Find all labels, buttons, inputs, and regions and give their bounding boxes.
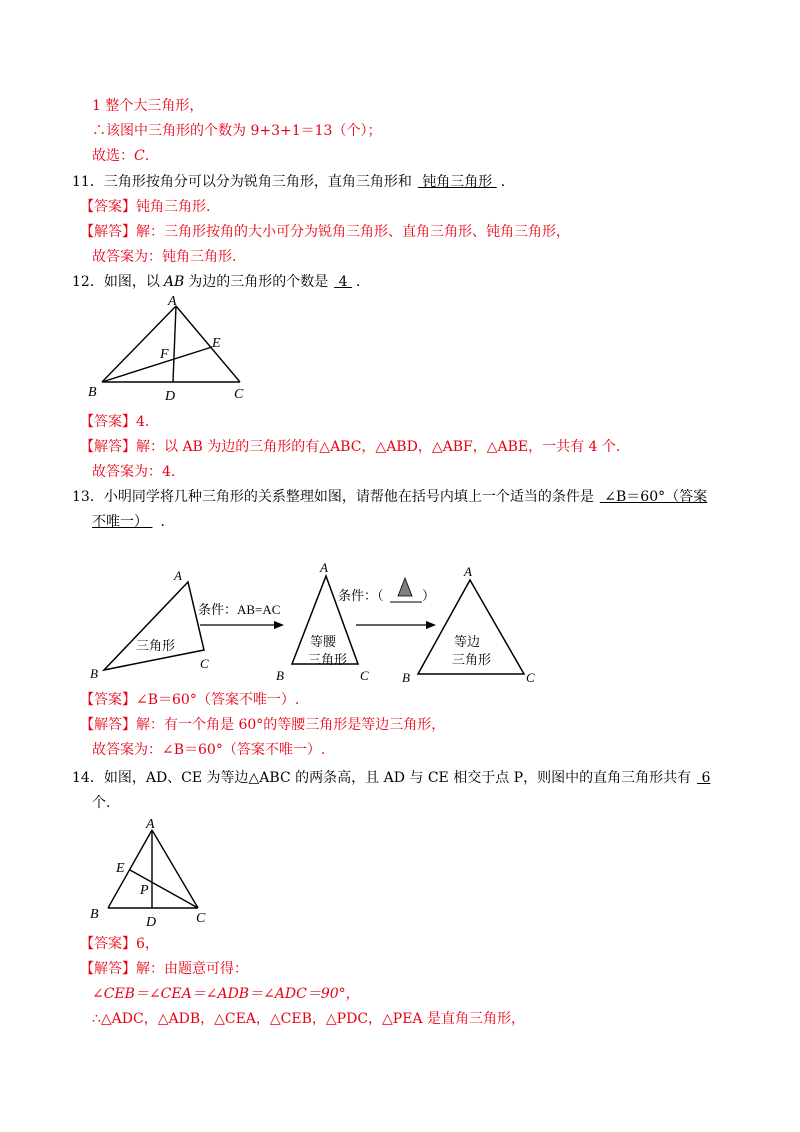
t3-label-2: 三角形 (452, 652, 492, 667)
segment-ab: AB (163, 274, 185, 290)
q12-solution (80, 437, 620, 457)
question-number: 14． (72, 770, 104, 786)
solution-tag: 【解答】 (80, 717, 136, 733)
answer-blank-2: 不唯一） (92, 514, 153, 530)
q12-answer (80, 412, 149, 432)
t1-label-b: B (90, 666, 98, 681)
t2-label-2: 三角形 (308, 652, 348, 667)
question-11 (72, 172, 515, 192)
solution-tag: 【解答】 (80, 439, 136, 455)
question-text-2: 为边的三角形的个数是 (188, 274, 329, 290)
answer-blank: 钝角三角形 (417, 174, 497, 190)
label-c: C (196, 911, 206, 926)
q13-final: 故答案为：∠B＝60°（答案不唯一）. (92, 742, 326, 758)
question-text: 如图，AD、CE 为等边△ABC 的两条高，且 AD 与 CE 相交于点 P，则图中的直角三角形共有 (103, 770, 692, 786)
triangle-general-label: 三角形 (136, 638, 176, 653)
question-14 (72, 768, 710, 788)
choice-label: 故选： (92, 148, 134, 164)
solution-tag: 【解答】 (80, 961, 136, 977)
question-end: ． (500, 174, 515, 190)
q14-equation: ∠CEB＝∠CEA＝∠ADB＝∠ADC＝90°， (92, 986, 360, 1002)
edge-ac (152, 830, 198, 908)
label-e: E (116, 861, 125, 876)
answer-blank: 6 (697, 770, 711, 786)
answer-tag: 【答案】 (80, 692, 136, 708)
answer-text: ∠B＝60°（答案不唯一）. (136, 692, 300, 708)
label-b: B (90, 907, 99, 922)
choice-value: C (134, 148, 145, 164)
question-number: 12． (72, 274, 104, 290)
answer-text: 钝角三角形. (136, 199, 211, 215)
condition-2-icon (398, 578, 412, 596)
arrow-1-head (274, 621, 284, 629)
question-end: ． (356, 274, 371, 290)
question-12 (72, 272, 370, 292)
answer-text: 6， (136, 936, 159, 952)
t3-label-a: A (464, 564, 472, 579)
figure-q12 (80, 292, 270, 404)
q13-answer (80, 690, 299, 710)
q11-final: 故答案为：钝角三角形. (92, 249, 237, 265)
label-p: P (140, 883, 149, 898)
figure-q14 (84, 814, 214, 930)
question-text: 如图，以 (103, 274, 160, 290)
arrow-2-head (426, 621, 436, 629)
q11-solution (80, 222, 570, 242)
answer-blank: 4 (334, 274, 353, 290)
t3-label-b: B (402, 670, 410, 685)
solution-text: 解：由题意可得： (136, 961, 248, 977)
answer-text: 4. (136, 414, 150, 430)
question-number: 13． (72, 489, 104, 505)
answer-blank-1: ∠B＝60°（答案 (599, 489, 708, 505)
solution-text: 解：有一个角是 60°的等腰三角形是等边三角形， (136, 717, 446, 733)
q14-answer (80, 934, 159, 954)
condition-2-suffix: ） (422, 588, 436, 603)
edge-ac (176, 306, 240, 382)
answer-tag: 【答案】 (80, 199, 136, 215)
label-f: F (160, 347, 169, 362)
label-d: D (165, 389, 176, 404)
label-c: C (234, 387, 244, 402)
line-2: ∴该图中三角形的个数为 9+3+1＝13（个）； (92, 123, 382, 139)
t2-label-b: B (276, 668, 284, 683)
solution-text: 解：以 AB 为边的三角形的有△ABC，△ABD，△ABF，△ABE，一共有 4 个. (136, 439, 621, 455)
t2-label-a: A (320, 560, 328, 575)
t1-label-a: A (174, 568, 182, 583)
t2-label-c: C (360, 668, 369, 683)
q14-conclusion: ∴△ADC，△ADB，△CEA，△CEB，△PDC，△PEA 是直角三角形， (92, 1011, 525, 1027)
question-13-line-2 (92, 512, 174, 532)
condition-1: 条件：AB=AC (198, 602, 281, 617)
q11-answer (80, 197, 210, 217)
q13-solution (80, 715, 445, 735)
condition-2-prefix: 条件：（ (338, 588, 384, 603)
label-b: B (88, 385, 97, 400)
question-text: 小明同学将几种三角形的关系整理如图，请帮他在括号内填上一个适当的条件是 (103, 489, 594, 505)
question-end: ． (160, 514, 175, 530)
t3-label-c: C (526, 670, 535, 685)
q14-solution (80, 959, 248, 979)
question-14-line-2: 个. (92, 795, 111, 811)
question-13 (72, 487, 707, 507)
answer-tag: 【答案】 (80, 936, 136, 952)
figure-q13 (88, 558, 548, 686)
solution-tag: 【解答】 (80, 224, 136, 240)
t3-label-1: 等边 (454, 634, 481, 649)
label-a: A (146, 817, 155, 832)
q12-final: 故答案为：4. (92, 464, 176, 480)
choice-end: . (144, 148, 150, 164)
label-a: A (168, 294, 177, 309)
answer-tag: 【答案】 (80, 414, 136, 430)
segment-ad (173, 306, 176, 382)
question-text: 三角形按角分可以分为锐角三角形，直角三角形和 (103, 174, 412, 190)
label-e: E (212, 336, 221, 351)
line-1: 1 整个大三角形， (92, 98, 204, 114)
t2-label-1: 等腰 (310, 634, 337, 649)
label-d: D (146, 915, 157, 930)
triangle-general (104, 582, 204, 670)
line-3 (92, 146, 149, 166)
question-number: 11． (72, 174, 104, 190)
solution-text: 解：三角形按角的大小可分为锐角三角形、直角三角形、钝角三角形， (136, 224, 570, 240)
t1-label-c: C (200, 656, 209, 671)
